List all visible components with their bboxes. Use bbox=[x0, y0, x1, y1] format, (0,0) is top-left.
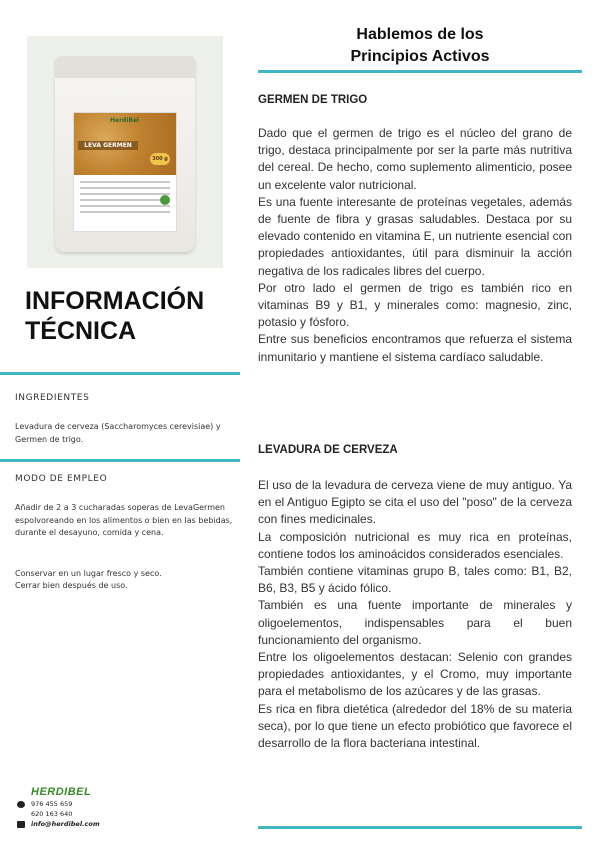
levadura-paragraph: La composición nutricional es muy rica en proteínas, contiene todos los aminoácidos considerados esenciales. bbox=[258, 529, 572, 561]
label-brand: HerdiBel bbox=[110, 117, 140, 124]
contact-email-row bbox=[17, 820, 100, 828]
germen-paragraph: Dado que el germen de trigo es el núcleo del grano de trigo, destaca principalmente por ser la parte más nutritiva del cereal. De hecho, como suplemento alimenticio, posee un excelente valor nutricional. bbox=[258, 126, 572, 192]
divider-title bbox=[258, 70, 582, 73]
usage-text: Añadir de 2 a 3 cucharadas soperas de LevaGermen espolvoreando en los alimentos o bien en las bebidas, durante el desayuno, comida y cena. bbox=[15, 503, 233, 537]
levadura-paragraph: Es rica en fibra dietética (alrededor del 18% de su materia seca), por lo que tiene un efecto probiótico que favorece el desarrollo de la flora bacteriana intestinal. bbox=[258, 701, 572, 751]
label-green-seal bbox=[160, 195, 170, 205]
section-title-line2: Principios Activos bbox=[350, 48, 490, 65]
email-link[interactable]: info@herdibel.com bbox=[31, 820, 100, 828]
divider-bottom bbox=[258, 826, 582, 829]
page-title-line1: INFORMACIÓN bbox=[25, 287, 205, 315]
label-product-name: LEVA GERMEN bbox=[78, 141, 138, 150]
product-image bbox=[27, 36, 223, 268]
product-bag bbox=[55, 56, 195, 252]
germen-heading: GERMEN DE TRIGO bbox=[258, 94, 368, 106]
germen-paragraph: Entre sus beneficios encontramos que refuerza el sistema inmunitario y mantiene el sistema cardíaco saludable. bbox=[258, 332, 572, 364]
label-info-lines bbox=[80, 181, 170, 217]
levadura-paragraph: También es una fuente importante de minerales y oligoelementos, indispensables para el buen funcionamiento del organismo. bbox=[258, 598, 572, 647]
germen-paragraph: Es una fuente interesante de proteínas vegetales, además de fuente de fibra y grasas saludables. Destaca por su elevado contenido en vitamina E, un nutriente esencial con propiedades antioxidantes, útil para disminuir la acción negativa de los radicales libres del cuerpo. bbox=[258, 194, 572, 278]
storage-text-1: Conservar en un lugar fresco y seco. bbox=[15, 569, 162, 578]
levadura-paragraph: También contiene vitaminas grupo B, tales como: B1, B2, B6, B3, B5 y ácido fólico. bbox=[258, 564, 572, 596]
germen-body bbox=[258, 125, 572, 366]
bag-label bbox=[73, 112, 177, 232]
page-title-line2: TÉCNICA bbox=[25, 317, 137, 345]
ingredients-heading: INGREDIENTES bbox=[15, 393, 90, 403]
germen-paragraph: Por otro lado el germen de trigo es también rico en vitaminas B9 y B1, y minerales como: magnesio, zinc, potasio y fósforo. bbox=[258, 280, 572, 330]
section-title bbox=[260, 24, 580, 68]
phone-2: 620 163 640 bbox=[31, 810, 73, 818]
ingredients-text: Levadura de cerveza (Saccharomyces cerevisiae) y Germen de trigo. bbox=[15, 422, 221, 444]
storage-text-2: Cerrar bien después de uso. bbox=[15, 581, 128, 590]
mail-icon bbox=[17, 821, 25, 828]
section-title-line1: Hablemos de los bbox=[356, 26, 484, 43]
divider-usage bbox=[0, 459, 240, 462]
page-title bbox=[25, 286, 235, 346]
levadura-paragraph: Entre los oligoelementos destacan: Selenio con grandes propiedades antioxidantes, y el Cromo, muy importante para el metabolismo de los azúcares y de las grasas. bbox=[258, 650, 572, 699]
contact-phones bbox=[17, 800, 72, 808]
usage-heading: MODO DE EMPLEO bbox=[15, 474, 108, 484]
phone-1: 976 455 659 bbox=[31, 800, 73, 808]
label-weight-badge: 300 g bbox=[150, 153, 170, 165]
divider-ingredients bbox=[0, 372, 240, 375]
levadura-heading: LEVADURA DE CERVEZA bbox=[258, 444, 398, 456]
contact-phone-2-row bbox=[31, 810, 72, 818]
phone-icon bbox=[17, 801, 25, 808]
levadura-paragraph: El uso de la levadura de cerveza viene de muy antiguo. Ya en el Antiguo Egipto se cita el uso del "poso" de la cerveza con fines medicinales. bbox=[258, 478, 572, 527]
bag-seal bbox=[55, 56, 195, 78]
footer-brand-logo: HERDIBEL bbox=[31, 786, 92, 798]
levadura-body bbox=[258, 477, 572, 752]
